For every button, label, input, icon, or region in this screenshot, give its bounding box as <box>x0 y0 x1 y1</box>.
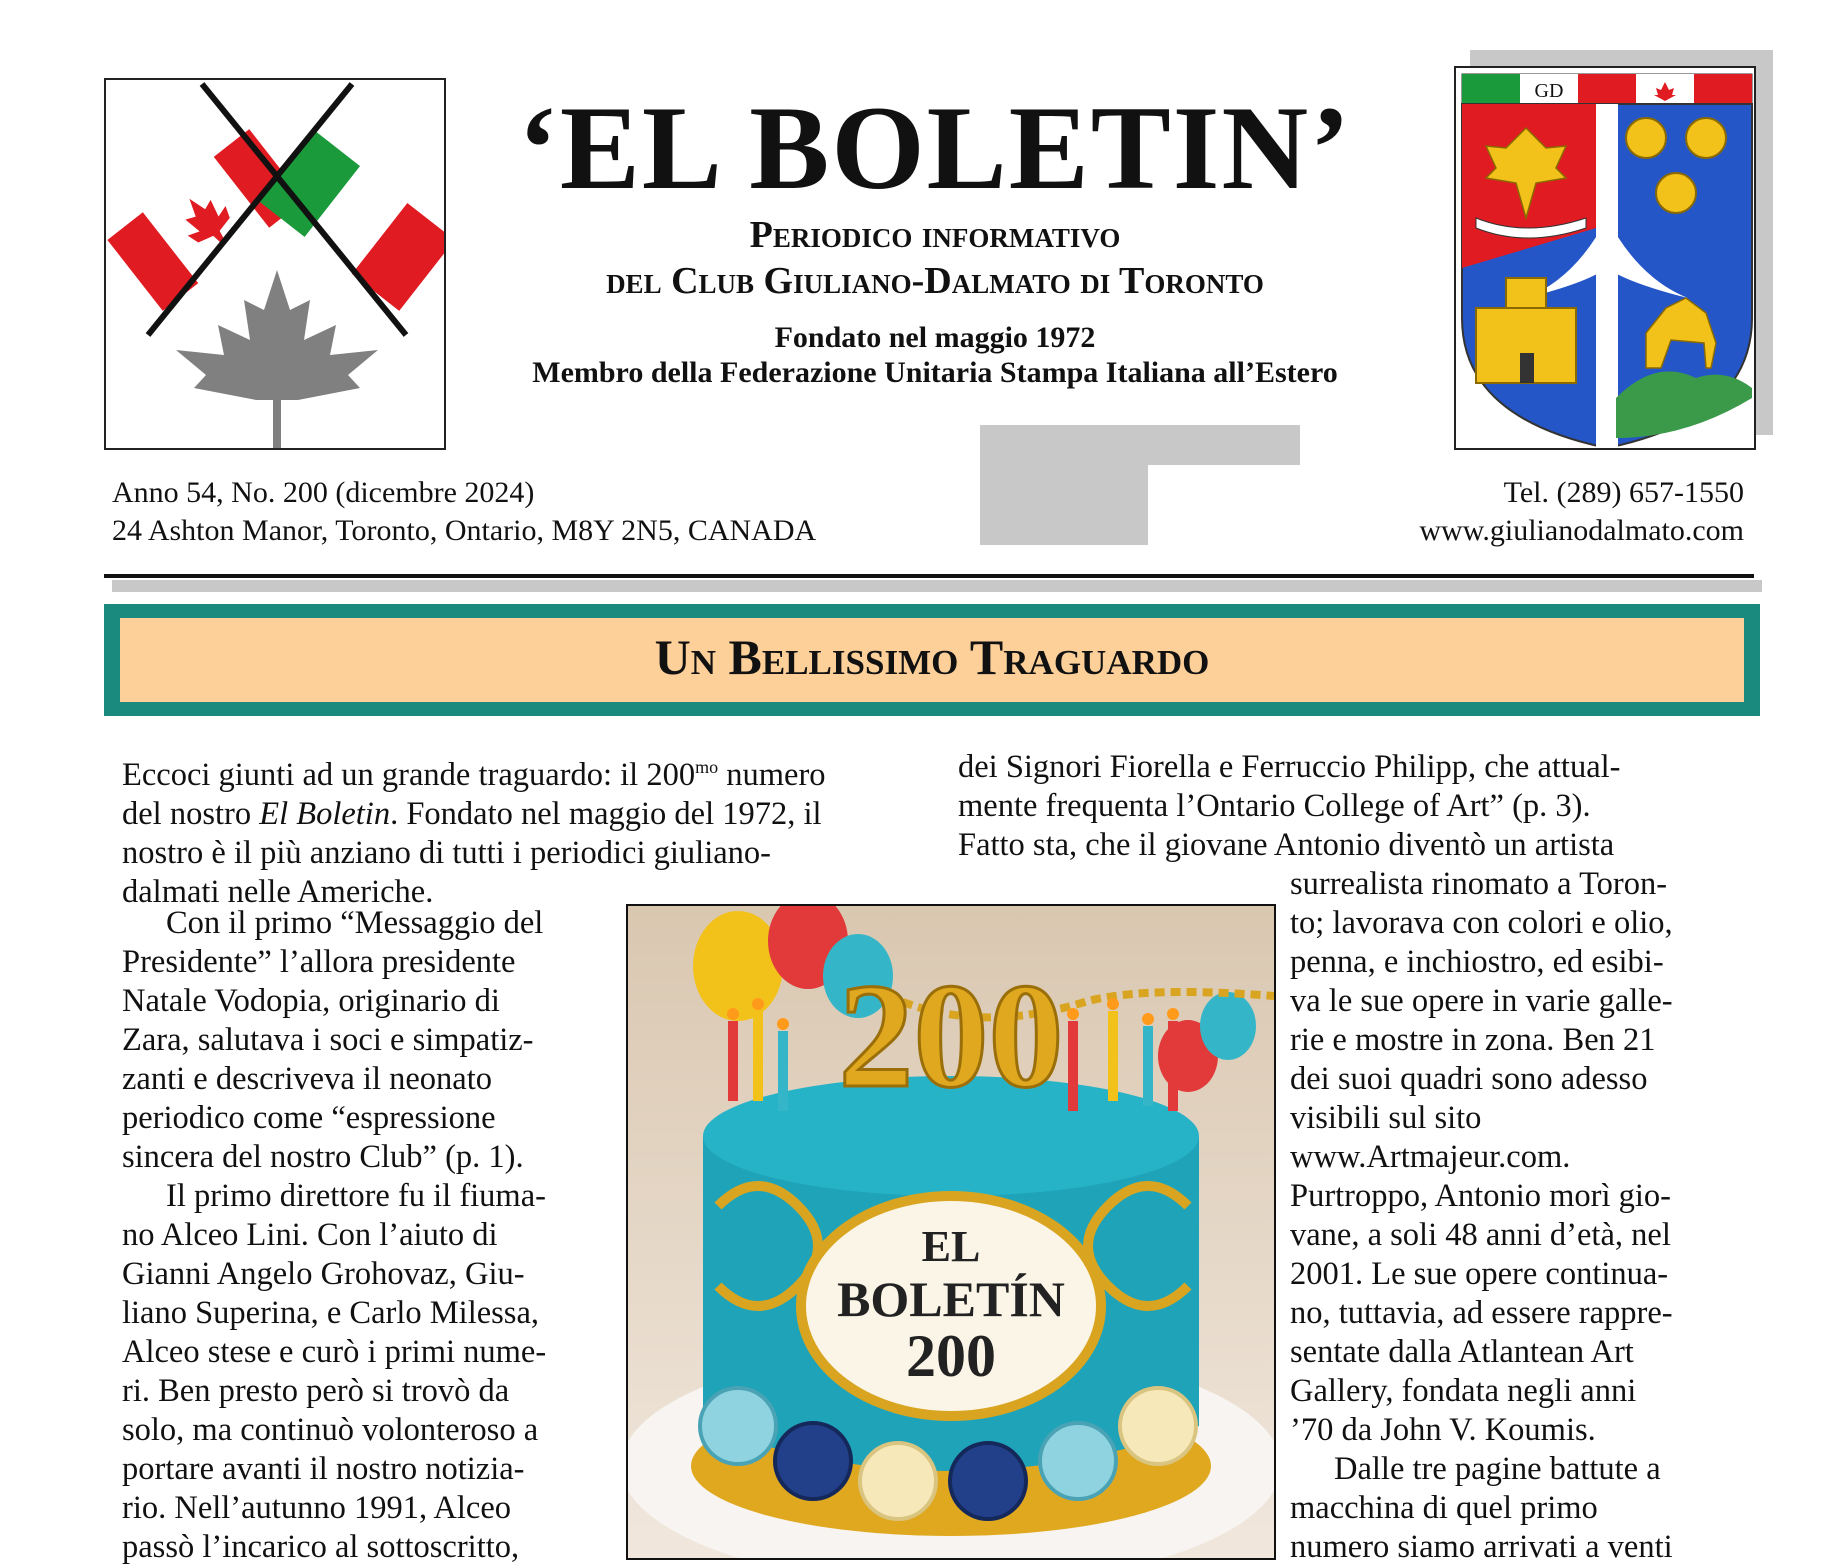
paragraph-line: Gianni Angelo Grohovaz, Giu- <box>122 1256 525 1292</box>
cake-topper-number: 200 <box>838 953 1064 1119</box>
paragraph-line: rie e mostre in zona. Ben 21 <box>1290 1022 1656 1058</box>
rule-shadow <box>112 580 1762 592</box>
article-headline: Un Bellissimo Traguardo <box>654 629 1210 685</box>
paragraph-line: zanti e descriveva il neonato <box>122 1061 492 1097</box>
paragraph-line: va le sue opere in varie galle- <box>1290 983 1673 1019</box>
paragraph-line: penna, e inchiostro, ed esibi- <box>1290 944 1664 980</box>
website-link[interactable]: www.giulianodalmato.com <box>1419 514 1744 547</box>
birthday-cake-illustration <box>628 906 1274 1558</box>
article-column-2-top: dei Signori Fiorella e Ferruccio Philipp, che attual- mente frequenta l’Ontario College of Art” (p. 3). Fatto sta, che il giovane Antonio diventò un artista <box>958 749 1621 863</box>
issue-number: Anno 54, No. 200 (dicembre 2024) <box>112 476 535 509</box>
membership-note: Membro della Federazione Unitaria Stampa Italiana all’Estero <box>532 356 1338 389</box>
article-column-1 <box>122 904 546 1567</box>
paragraph-line: sentate dalla Atlantean Art <box>1290 1334 1634 1370</box>
paragraph-line: visibili sul sito <box>1290 1100 1482 1136</box>
cake-plaque-line-1: EL <box>921 1222 981 1271</box>
coat-of-arms <box>1454 66 1756 450</box>
phone-number: Tel. (289) 657-1550 <box>1503 476 1744 509</box>
paragraph-line: dei suoi quadri sono adesso <box>1290 1061 1648 1097</box>
paragraph-line: surrealista rinomato a Toron- <box>1290 866 1668 902</box>
paragraph-line: Presidente” l’allora presidente <box>122 944 516 980</box>
issue-info-right <box>1419 474 1744 550</box>
paragraph-line: Dalle tre pagine battute a <box>1334 1451 1661 1487</box>
paragraph-line: macchina di quel primo <box>1290 1490 1598 1526</box>
issue-info-left <box>112 474 816 550</box>
paragraph-line: vane, a soli 48 anni d’età, nel <box>1290 1217 1671 1253</box>
cake-photo <box>626 904 1276 1560</box>
paragraph-line: Gallery, fondata negli anni <box>1290 1373 1637 1409</box>
paragraph-line: Zara, salutava i soci e simpatiz- <box>122 1022 534 1058</box>
cake-plaque-line-3: 200 <box>906 1323 996 1389</box>
paragraph-line: to; lavorava con colori e olio, <box>1290 905 1673 941</box>
paragraph-line: Purtroppo, Antonio morì gio- <box>1290 1178 1671 1214</box>
shield-icon <box>1456 68 1756 450</box>
club-logo <box>104 78 446 450</box>
paragraph-line: www.Artmajeur.com. <box>1290 1139 1571 1175</box>
paragraph-line: periodico come “espressione <box>122 1100 496 1136</box>
paragraph-line: no, tuttavia, ad essere rappre- <box>1290 1295 1673 1331</box>
paragraph-line: no Alceo Lini. Con l’aiuto di <box>122 1217 498 1253</box>
paragraph-line: ’70 da John V. Koumis. <box>1290 1412 1596 1448</box>
paragraph-line: passò l’incarico al sottoscritto, <box>122 1529 520 1565</box>
paragraph-line: liano Superina, e Carlo Milessa, <box>122 1295 539 1331</box>
paragraph-line: portare avanti il nostro notizia- <box>122 1451 525 1487</box>
newspaper-title: ‘EL BOLETIN’ <box>517 81 1353 214</box>
founded-note: Fondato nel maggio 1972 <box>774 321 1096 354</box>
paragraph-line: Alceo stese e curò i primi nume- <box>122 1334 547 1370</box>
crest-initials: GD <box>1534 80 1564 102</box>
postal-address: 24 Ashton Manor, Toronto, Ontario, M8Y 2N5, CANADA <box>112 514 817 547</box>
paragraph-line: ri. Ben presto però si trovò da <box>122 1373 510 1409</box>
paragraph-line: Il primo direttore fu il fiuma- <box>166 1178 546 1214</box>
subtitle-line-2: del Club Giuliano-Dalmato di Toronto <box>606 260 1264 302</box>
paragraph-line: solo, ma continuò volonteroso a <box>122 1412 539 1448</box>
paragraph-line: Natale Vodopia, originario di <box>122 983 500 1019</box>
cake-plaque-line-2: BOLETÍN <box>837 1271 1065 1327</box>
paragraph-line: rio. Nell’autunno 1991, Alceo <box>122 1490 512 1526</box>
subtitle-line-1: Periodico informativo <box>749 214 1121 256</box>
paragraph-line: Con il primo “Messaggio del <box>166 905 544 941</box>
header-rule <box>104 574 1754 578</box>
paragraph-line: sincera del nostro Club” (p. 1). <box>122 1139 524 1175</box>
article-column-2 <box>1290 865 1673 1567</box>
crossed-flags-maple-leaf-icon <box>106 80 446 450</box>
article-intro: Eccoci giunti ad un grande traguardo: il $200^{mo}$ numero del nostro El Boletin. Fondato nel maggio del 1972, il nostro è il più anziano di tutti i periodici giuliano- dalmati nelle Americhe. <box>122 756 826 910</box>
paragraph-line: numero siamo arrivati a venti <box>1290 1529 1673 1565</box>
paragraph-line: 2001. Le sue opere continua- <box>1290 1256 1669 1292</box>
